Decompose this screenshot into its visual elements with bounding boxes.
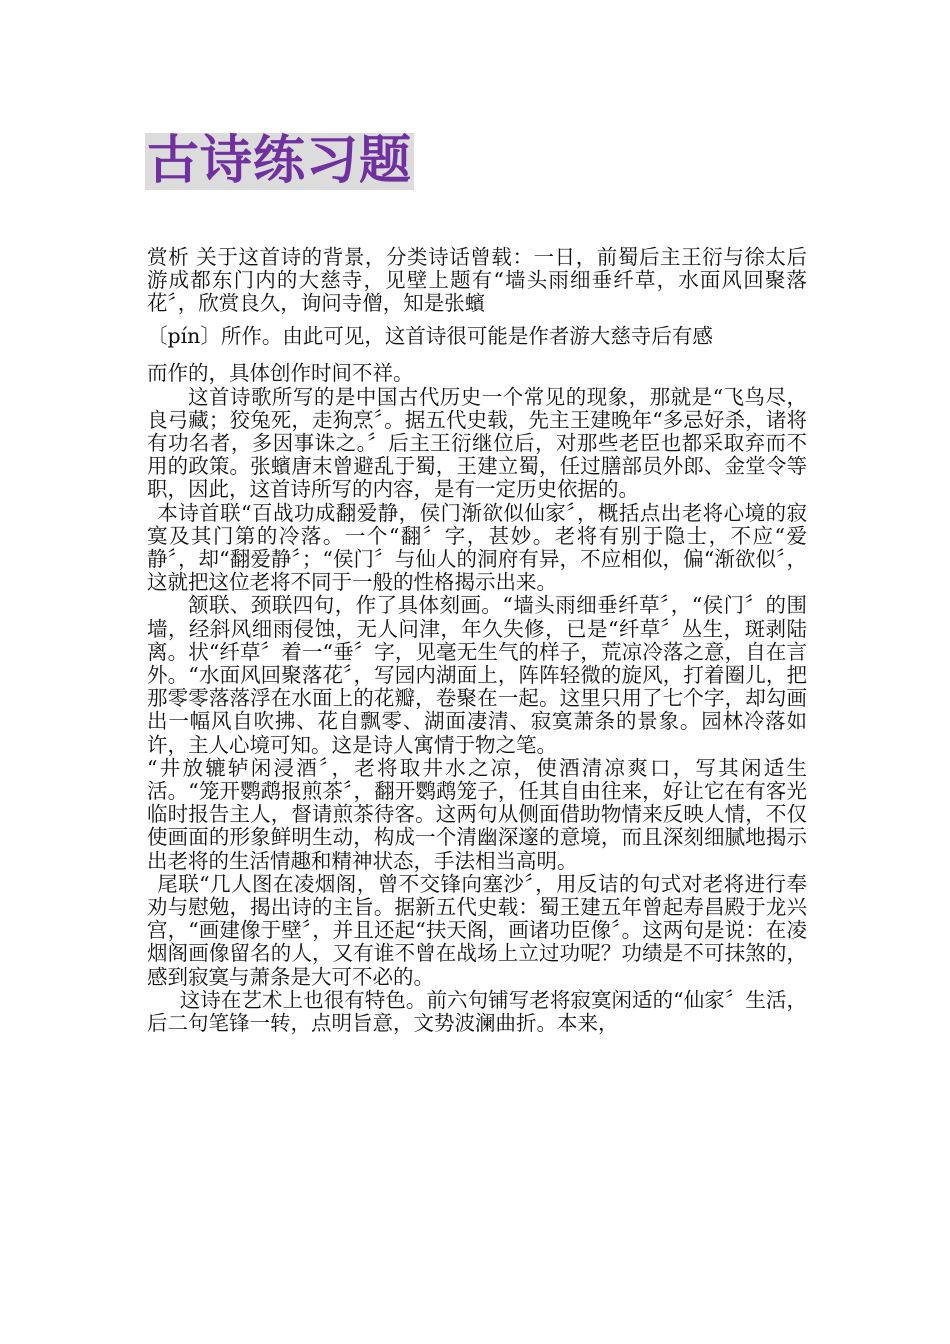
paragraph-last-couplet: 尾联“几人图在凌烟阁，曾不交锋向塞沙〞，用反诘的句式对老将进行奉劝与慰勉，揭出诗的主旨。据新五代史载：蜀王建五年曾起寿昌殿于龙兴宫，“画建像于壁〞，并且还起“扶天阁，画诸功臣像〞。这两句是说：在凌烟阁画像留名的人，又有谁不曾在战场上立过功呢？功绩是不可抹煞的，感到寂寞与萧条是大可不必的。 [147, 871, 807, 989]
paragraph-background [147, 246, 807, 386]
paragraph-history: 这首诗歌所写的是中国古代历史一个常见的现象，那就是“飞鸟尽，良弓藏；狡兔死，走狗烹〞。据五代史载，先主王建晚年“多忌好杀，诸将有功名者，多因事诛之。〞后主王衍继位后，对那些老臣也都采取弃而不用的政策。张蠙唐末曾避乱于蜀，王建立蜀，任过膳部员外郎、金堂令等职，因此，这首诗所写的内容，是有一定历史依据的。 [147, 384, 807, 502]
page-title: 古诗练习题 [147, 131, 413, 191]
paragraph-artistry: 这诗在艺术上也很有特色。前六句铺写老将寂寞闲适的“仙家〞生活，后二句笔锋一转，点明旨意，文势波澜曲折。本来， [147, 987, 807, 1036]
paragraph-background-part2: 〔pín〕所作。由此可见，这首诗很可能是作者游大慈寺后有感 [147, 323, 713, 348]
paragraph-background-part1: 赏析 关于这首诗的背景，分类诗话曾载：一日，前蜀后主王衍与徐太后游成都东门内的大慈寺，见壁上题有“墙头雨细垂纤草，水面风回聚落花〞，欣赏良久，询问寺僧，知是张蠙 [147, 245, 807, 316]
paragraph-background-part3: 而作的，具体创作时间不祥。 [147, 360, 414, 385]
document-body [147, 246, 807, 1035]
paragraph-middle-couplets: 颔联、颈联四句，作了具体刻画。“墙头雨细垂纤草〞，“侯门〞的围墙，经斜风细雨侵蚀，无人问津，年久失修，已是“纤草〞丛生，斑剥陆离。状“纤草〞着一“垂〞字，见毫无生气的样子，荒凉冷落之意，自在言外。“水面风回聚落花〞，写园内湖面上，阵阵轻微的旋风，打着圈儿，把那零零落落浮在水面上的花瓣，卷聚在一起。这里只用了七个字，却勾画出一幅风自吹拂、花自飘零、湖面凄清、寂寞萧条的景象。园林冷落如许，主人心境可知。这是诗人寓情于物之笔。 [147, 593, 807, 757]
paragraph-leisure: “井放辘轳闲浸酒〞，老将取井水之凉，使酒清凉爽口，写其闲适生活。“笼开鹦鹉报煎茶〞，翻开鹦鹉笼子，任其自由往来，好让它在有客光临时报告主人，督请煎茶待客。这两句从侧面借助物情来反映人情，不仅使画面的形象鲜明生动，构成一个清幽深邃的意境，而且深刻细腻地揭示出老将的生活情趣和精神状态，手法相当高明。 [147, 755, 807, 873]
paragraph-first-couplet: 本诗首联“百战功成翻爱静，侯门渐欲似仙家〞，概括点出老将心境的寂寞及其门第的冷落。一个“翻〞字，甚妙。老将有别于隐士，不应“爱静〞，却“翻爱静〞；“侯门〞与仙人的洞府有异，不应相似，偏“渐欲似〞，这就把这位老将不同于一般的性格揭示出来。 [147, 500, 807, 595]
